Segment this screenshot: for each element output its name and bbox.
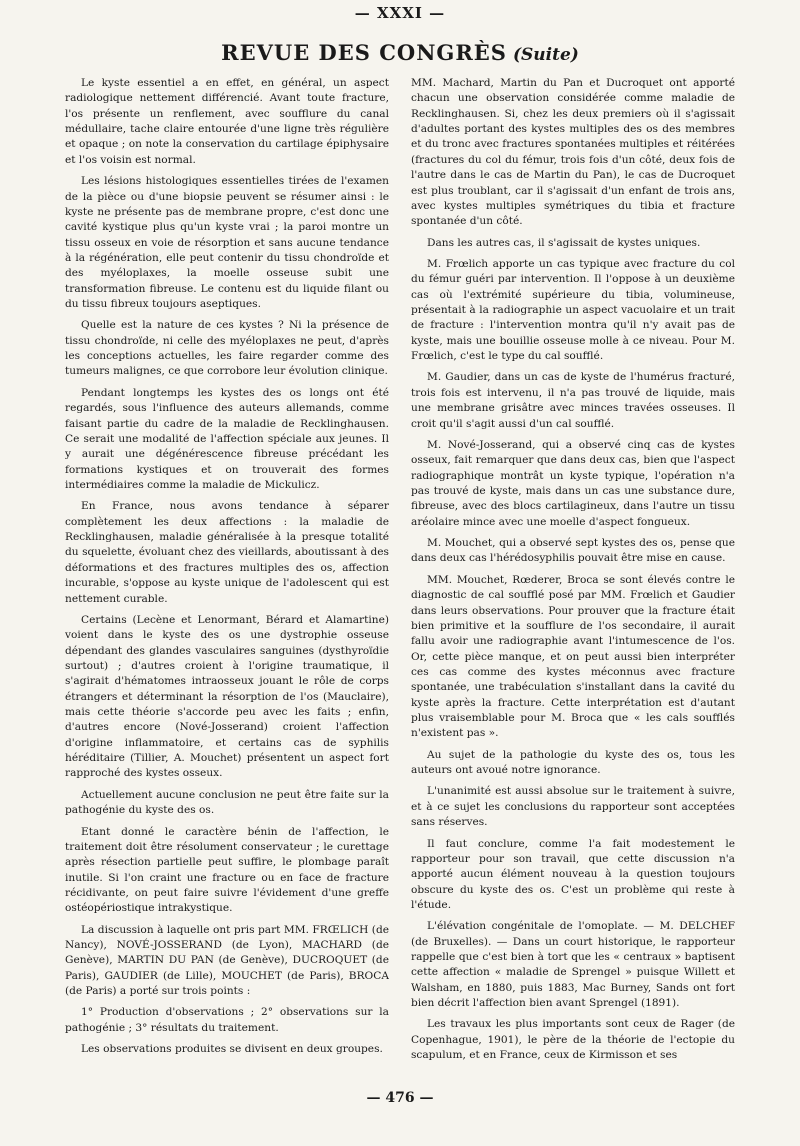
paragraph: MM. Mouchet, Rœderer, Broca se sont élevés contre le diagnostic de cal soufflé posé par MM. Frœlich et Gaudier dans leurs observations. Pour prouver que la fracture était bien primitive et la soufflure de l'os secondaire, il aurait fallu avoir une radiographie avant l'intumescence de l'os. Or, cette pièce manque, et on peut aussi bien interpréter ces cas comme des kystes méconnus avec fracture spontanée, une trabéculation s'installant dans la cavité du kyste après la fracture. Cette interprétation est d'autant plus vraisemblable pour M. Broca que « les cals soufflés n'existent pas ». xyxy=(411,573,735,740)
paragraph: Actuellement aucune conclusion ne peut être faite sur la pathogénie du kyste des os. xyxy=(65,788,389,817)
paragraph: Certains (Lecène et Lenormant, Bérard et Alamartine) voient dans le kyste des os une dystrophie osseuse dépendant des glandes vasculaires sanguines (dysthyroïdie surtout) ; d'autres croient à l'origine traumatique, il s'agirait d'hématomes intraosseux jouant le rôle de corps étrangers et déterminant la résorption de l'os (Mauclaire), mais cette théorie s'accorde peu avec les faits ; enfin, d'autres encore (Nové-Josserand) croient l'affection d'origine inflammatoire, et certains cas de syphilis héréditaire (Tillier, A. Mouchet) présentent un aspect fort rapproché des kystes osseux. xyxy=(65,613,389,780)
title-text: REVUE DES CONGRÈS xyxy=(221,40,507,65)
page-number: — 476 — xyxy=(366,1090,434,1106)
paragraph: En France, nous avons tendance à séparer complètement les deux affections : la maladie de Recklinghausen, maladie généralisée à la presque totalité du squelette, évoluant chez des vieillards, aboutissant à des déformations et des fractures multiples des os, affection incurable, s'oppose au kyste unique de l'adolescent qui est nettement curable. xyxy=(65,500,389,605)
paragraph: Le kyste essentiel a en effet, en général, un aspect radiologique nettement différencié. Avant toute fracture, l'os présente un renflement, avec soufflure du canal médullaire, tache claire entourée d'une ligne très régulière et opaque ; on note la conservation du cartilage épiphysaire et l'os voisin est normal. xyxy=(65,77,389,166)
paragraph: Au sujet de la pathologie du kyste des os, tous les auteurs ont avoué notre ignorance. xyxy=(411,748,735,777)
paragraph: 1° Production d'observations ; 2° observations sur la pathogénie ; 3° résultats du traitement. xyxy=(65,1006,389,1034)
paragraph: Pendant longtemps les kystes des os longs ont été regardés, sous l'influence des auteurs allemands, comme faisant partie du cadre de la maladie de Recklinghausen. Ce serait une modalité de l'affection spéciale aux jeunes. Il y aurait une dégénérescence fibreuse précédant les formations kystiques et on trouverait des formes intermédiaires comme la maladie de Mickulicz. xyxy=(65,386,389,491)
paragraph: MM. Machard, Martin du Pan et Ducroquet ont apporté chacun une observation considérée comme maladie de Recklinghausen. Si, chez les deux premiers où il s'agissait d'adultes portant des kystes multiples des os des membres et du tronc avec fractures spontanées multiples et réitérées (fractures du col du fémur, trois fois d'un côté, deux fois de l'autre dans le cas de Martin du Pan), le cas de Ducroquet est plus troublant, car il s'agissait d'un enfant de trois ans, avec kystes multiples symétriques du tibia et fracture spontanée d'un côté. xyxy=(411,77,735,228)
paragraph: L'unanimité est aussi absolue sur le traitement à suivre, et à ce sujet les conclusions du rapporteur sont acceptées sans réserves. xyxy=(411,785,735,829)
right-column xyxy=(411,76,735,1086)
paragraph: M. Gaudier, dans un cas de kyste de l'humérus fracturé, trois fois est intervenu, il n'a pas trouvé de liquide, mais une membrane grisâtre avec minces travées osseuses. Il croit qu'il s'agit aussi d'un cal soufflé. xyxy=(411,371,735,430)
paragraph: M. Nové-Josserand, qui a observé cinq cas de kystes osseux, fait remarquer que dans deux cas, bien que l'aspect radiographique montrât un kyste typique, l'opération n'a pas trouvé de kyste, mais dans un cas une substance dure, fibreuse, avec des blocs cartilagineux, dans l'autre un tissu aréolaire mince avec une moelle d'aspect fongueux. xyxy=(411,438,735,528)
paragraph: Quelle est la nature de ces kystes ? Ni la présence de tissu chondroïde, ni celle des myéloplaxes ne peut, d'après les conceptions actuelles, les faire regarder comme des tumeurs malignes, ce que corrobore leur évolution clinique. xyxy=(65,319,389,378)
paragraph: M. Frœlich apporte un cas typique avec fracture du col du fémur guéri par intervention. Il l'oppose à un deuxième cas où l'extrémité supérieure du tibia, volumineuse, présentait à la radiographie un aspect vacuolaire et un trait de fracture : l'intervention montra qu'il n'y avait pas de kyste, mais une bouillie osseuse molle à ce niveau. Pour M. Frœlich, c'est le type du cal soufflé. xyxy=(411,257,735,363)
paragraph: M. Mouchet, qui a observé sept kystes des os, pense que dans deux cas l'hérédosyphilis pouvait être mise en cause. xyxy=(411,537,735,565)
paragraph: Les lésions histologiques essentielles tirées de l'examen de la pièce ou d'une biopsie peuvent se résumer ainsi : le kyste ne présente pas de membrane propre, c'est donc une cavité kystique plus qu'un kyste vrai ; la paroi montre un tissu osseux en voie de résorption et sans aucune tendance à la régénération, elle peut contenir du tissu chondroïde et des myéloplaxes, la moelle osseuse subit une transformation fibreuse. Le contenu est du liquide filant ou du tissu fibreux toujours aseptiques. xyxy=(65,175,389,311)
paragraph: Il faut conclure, comme l'a fait modestement le rapporteur pour son travail, que cette discussion n'a apporté aucun élément nouveau à la question toujours obscure du kyste des os. C'est un problème qui reste à l'étude. xyxy=(411,837,735,911)
paragraph: L'élévation congénitale de l'omoplate. — M. DELCHEF (de Bruxelles). — Dans un court historique, le rapporteur rappelle que c'est bien à tort que les « centraux » baptisent cette affection « maladie de Sprengel » puisque Willett et Walsham, en 1880, puis 1883, Mac Burney, Sands ont fort bien décrit l'affection bien avant Sprengel (1891). xyxy=(411,920,735,1010)
title-suffix: (Suite) xyxy=(512,45,579,65)
paragraph: Dans les autres cas, il s'agissait de kystes uniques. xyxy=(427,236,701,249)
page-roman-numeral: — XXXI — xyxy=(354,4,446,22)
paragraph: La discussion à laquelle ont pris part MM. FRŒLICH (de Nancy), NOVÉ-JOSSERAND (de Lyon), MACHARD (de Genève), MARTIN DU PAN (de Genève), DUCROQUET (de Paris), GAUDIER (de Lille), MOUCHET (de Paris), BROCA (de Paris) a porté sur trois points : xyxy=(65,923,389,998)
paragraph: Les observations produites se divisent en deux groupes. xyxy=(81,1043,383,1056)
text-columns xyxy=(65,76,735,1086)
paragraph: Les travaux les plus importants sont ceux de Rager (de Copenhague, 1901), le père de la théorie de l'ectopie du scapulum, et en France, ceux de Kirmisson et ses xyxy=(411,1018,735,1062)
left-column xyxy=(65,76,389,1086)
page-title xyxy=(0,40,800,65)
paragraph: Etant donné le caractère bénin de l'affection, le traitement doit être résolument conservateur ; le curettage après résection partielle peut suffire, le plombage paraît inutile. Si l'on craint une fracture ou en face de fracture récidivante, on peut faire suivre l'évidement d'une greffe ostéopériostique intrakystique. xyxy=(65,825,389,915)
